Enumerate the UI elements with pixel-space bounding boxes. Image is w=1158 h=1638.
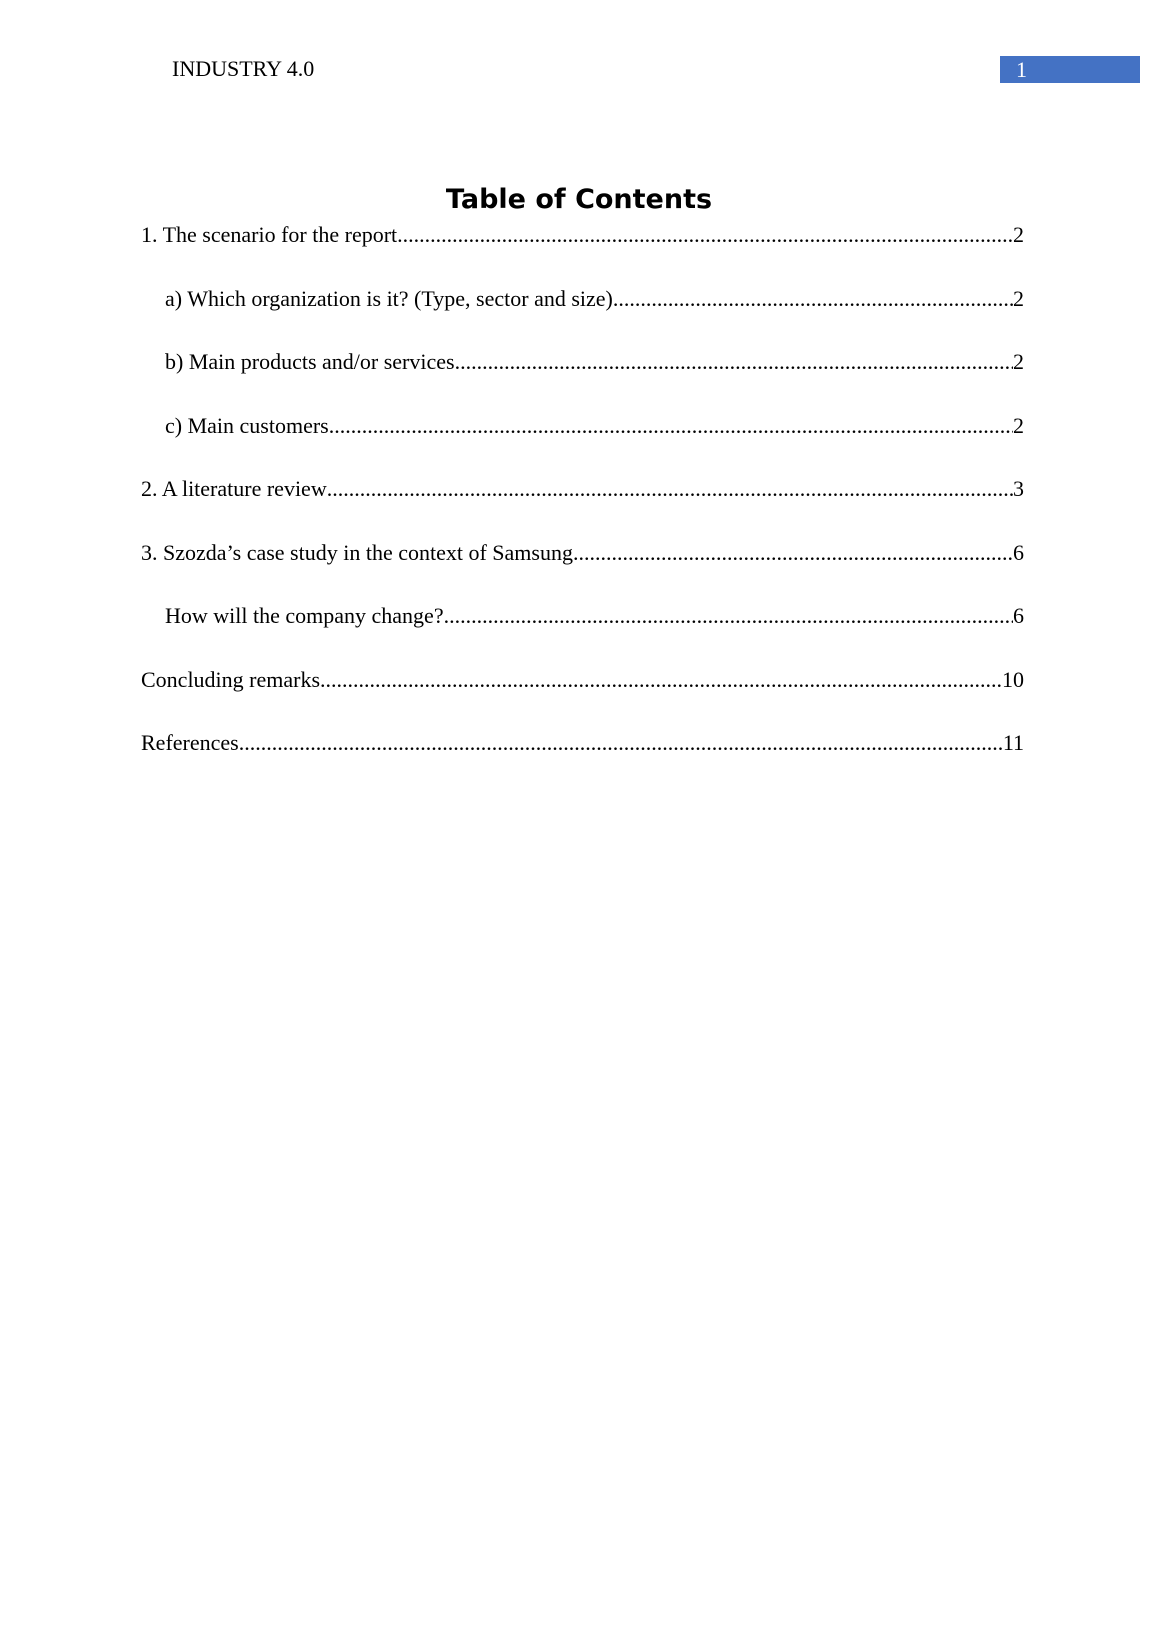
running-head: INDUSTRY 4.0 (172, 56, 315, 81)
toc-entry-label: 1. The scenario for the report (141, 222, 398, 247)
toc-title: Table of Contents (445, 184, 713, 215)
toc-entry-page: 11 (1002, 730, 1024, 755)
toc-entry-page: 2 (1013, 412, 1024, 438)
toc-entry-page: 6 (1013, 539, 1024, 565)
toc-entry-label: c) Main customers (165, 412, 329, 438)
toc-entry-page: 2 (1013, 285, 1024, 311)
leader-dots (573, 540, 1013, 566)
toc-entry-label: How will the company change? (165, 603, 444, 628)
toc-entry[interactable] (141, 476, 1024, 540)
leader-dots (397, 222, 1013, 248)
toc-entry[interactable] (141, 603, 1024, 667)
toc-entry[interactable] (141, 222, 1024, 286)
table-of-contents (141, 222, 1024, 794)
page-number-badge: 1 (1000, 56, 1140, 83)
toc-entry[interactable] (141, 349, 1024, 413)
leader-dots (613, 286, 1013, 312)
toc-entry-label: 2. A literature review (141, 476, 327, 501)
toc-entry-page: 10 (1002, 666, 1024, 692)
leader-dots (455, 349, 1013, 375)
toc-entry-page: 2 (1013, 349, 1024, 374)
toc-entry-label: 3. Szozda’s case study in the context of Samsung (141, 539, 573, 565)
toc-entry[interactable] (141, 540, 1024, 604)
toc-entry-label: Concluding remarks (141, 666, 321, 692)
toc-entry-page: 6 (1013, 603, 1024, 628)
toc-entry-label: b) Main products and/or services (165, 349, 455, 374)
leader-dots (320, 667, 1002, 693)
toc-entry[interactable] (141, 667, 1024, 731)
toc-entry-label: References (141, 730, 239, 755)
leader-dots (239, 730, 1003, 756)
toc-entry-page: 2 (1013, 222, 1024, 247)
toc-entry-label: a) Which organization is it? (Type, sector and size) (165, 285, 613, 311)
leader-dots (327, 476, 1013, 502)
toc-entry[interactable] (141, 286, 1024, 350)
leader-dots (444, 603, 1013, 629)
toc-entry[interactable] (141, 730, 1024, 794)
toc-entry-page: 3 (1013, 476, 1024, 501)
leader-dots (329, 413, 1013, 439)
toc-entry[interactable] (141, 413, 1024, 477)
